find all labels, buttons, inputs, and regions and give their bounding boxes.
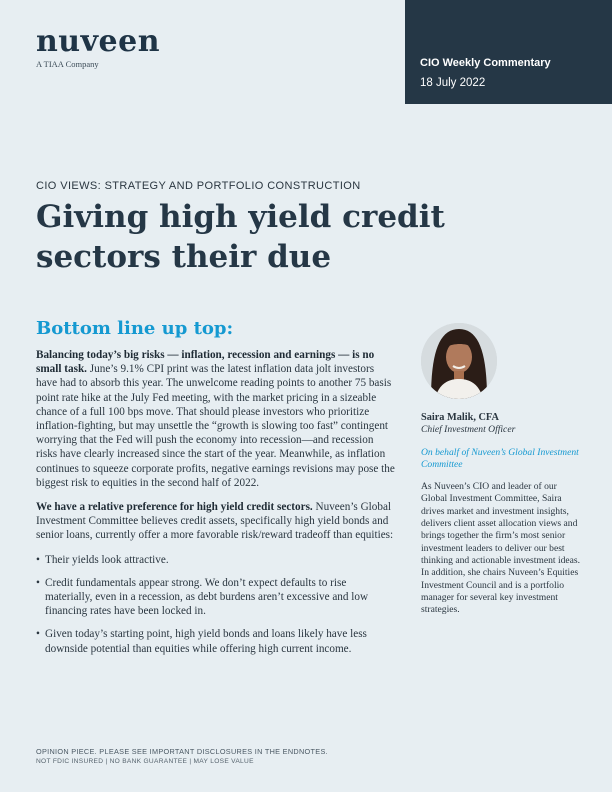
header-banner xyxy=(405,0,612,104)
paragraph-2-lead: We have a relative preference for high yield credit sectors. xyxy=(36,501,313,514)
logo-wordmark: nuveen xyxy=(36,24,161,59)
paragraph-2 xyxy=(36,500,396,543)
bullet-item: • Credit fundamentals appear strong. We don’t expect defaults to rise materially, even in a recession, as debt burdens aren’t excessive and low financing rates have been locked in. xyxy=(36,576,396,619)
paragraph-1 xyxy=(36,348,396,490)
nuveen-logo xyxy=(36,24,161,69)
author-sidebar xyxy=(421,412,581,616)
section-title: Bottom line up top: xyxy=(36,318,234,339)
disclaimer-line-1: OPINION PIECE. PLEASE SEE IMPORTANT DISCLOSURES IN THE ENDNOTES. xyxy=(36,747,328,756)
paragraph-1-body: June’s 9.1% CPI print was the latest inflation data jolt investors have had to absorb this year. The unwelcome reading points to another 75 basis point rate hike at the July Fed meeting, with the market pricing in a sizeable chance of a full 100 bps move. That should please investors who prioritize inflation-fighting, but may unsettle the “growth is slowing too fast” contingent worrying that the Fed will push the economy into recession—and recession risks have clearly increased since the start of the year. Meanwhile, as inflation continues to squeeze corporate profits, negative earnings revisions may pose the biggest risk to equities in the second half of 2022. xyxy=(36,363,395,489)
footer-disclaimer xyxy=(36,747,328,765)
author-behalf: On behalf of Nuveen’s Global Investment Committee xyxy=(421,446,579,470)
paragraph-1-lead: Balancing today’s big risks — inflation, recession and earnings — is no small task. xyxy=(36,349,375,376)
author-name: Saira Malik, CFA xyxy=(421,412,499,423)
author-portrait-icon xyxy=(421,323,497,399)
logo-tagline: A TIAA Company xyxy=(36,59,99,69)
bullet-item: • Their yields look attractive. xyxy=(36,553,396,567)
author-role: Chief Investment Officer xyxy=(421,424,516,436)
main-column xyxy=(36,348,396,665)
author-photo xyxy=(421,323,497,399)
paragraph-2-body: Nuveen’s Global Investment Committee believes credit assets, specifically high yield bonds and senior loans, currently offer a more favorable risk/reward tradeoff than equities: xyxy=(36,501,394,542)
author-bio: As Nuveen’s CIO and leader of our Global Investment Committee, Saira drives market and investment insights, delivers client asset allocation views and brings together the firm’s most senior investment leaders to deliver our best thinking and actionable investment ideas. In addition, she chairs Nuveen’s Equities Investment Council and is a portfolio manager for several key investment strategies. xyxy=(421,481,581,616)
publication-title: CIO Weekly Commentary xyxy=(420,57,551,69)
publication-date: 18 July 2022 xyxy=(420,77,486,89)
article-eyebrow: CIO VIEWS: STRATEGY AND PORTFOLIO CONSTRUCTION xyxy=(36,180,361,192)
article-headline: Giving high yield credit sectors their due xyxy=(36,199,445,275)
disclaimer-line-2: NOT FDIC INSURED | NO BANK GUARANTEE | MAY LOSE VALUE xyxy=(36,758,254,765)
bullet-list xyxy=(36,553,396,656)
bullet-item: • Given today’s starting point, high yield bonds and loans likely have less downside potential than equities while offering high current income. xyxy=(36,627,396,655)
